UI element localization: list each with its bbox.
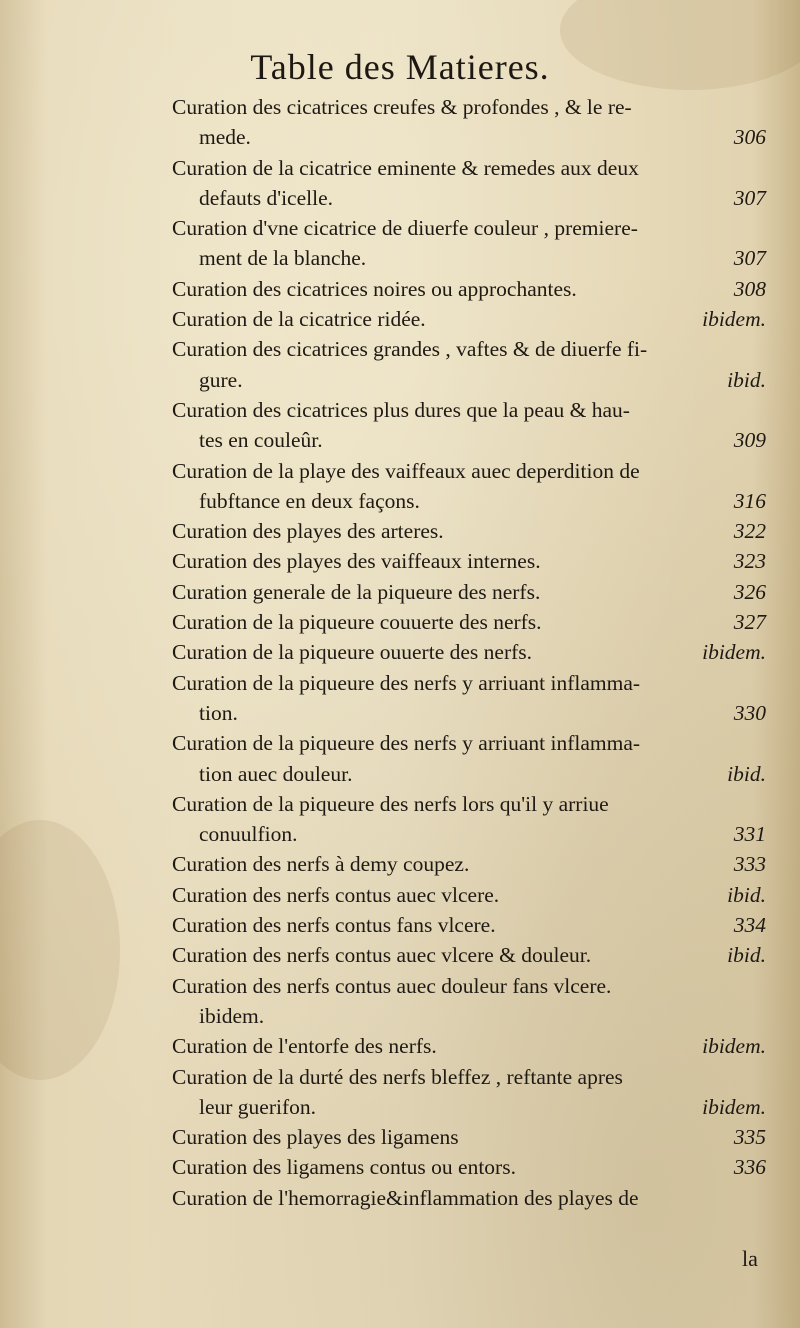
toc-entry-text: Curation de l'entorfe des nerfs.	[172, 1034, 437, 1059]
toc-entry-text: fubftance en deux façons.	[199, 488, 420, 513]
toc-entry-continuation	[172, 819, 766, 849]
toc-entry	[172, 274, 766, 304]
toc-entry-continuation	[172, 486, 766, 516]
toc-entry	[172, 334, 766, 364]
toc-entry-text: Curation de la piqueure des nerfs lors qu'il y arriue	[172, 791, 609, 816]
toc-entry-continuation	[172, 183, 766, 213]
toc-entry-text: Curation de la durté des nerfs bleffez , reftante apres	[172, 1064, 623, 1089]
toc-entry-continuation	[172, 698, 766, 728]
catchword: la	[742, 1246, 758, 1271]
toc-entry	[172, 456, 766, 486]
toc-entry	[172, 607, 766, 637]
toc-entry	[172, 637, 766, 667]
toc-entry-continuation	[172, 759, 766, 789]
toc-entry	[172, 1031, 766, 1061]
toc-entry-text: Curation de la piqueure des nerfs y arriuant inflamma-	[172, 731, 641, 756]
toc-page-ref: 335	[733, 1125, 766, 1150]
paper-stain	[0, 820, 120, 1080]
toc-entry-text: Curation des nerfs contus auec douleur fans vlcere.	[172, 973, 612, 998]
toc-page-ref: 327	[733, 610, 766, 635]
toc-page-ref: 323	[733, 549, 766, 574]
toc-page-ref: 336	[733, 1155, 766, 1180]
toc-entry-text: Curation des nerfs à demy coupez.	[172, 852, 470, 877]
toc-entry-text: gure.	[199, 367, 243, 392]
toc-entry-text: Curation generale de la piqueure des nerfs.	[172, 579, 541, 604]
toc-entry	[172, 1152, 766, 1182]
toc-page-ref: ibidem.	[702, 307, 766, 332]
toc-entry	[172, 92, 766, 122]
toc-entry-text: Curation des nerfs contus auec vlcere & douleur.	[172, 943, 592, 968]
toc-entry-continuation	[172, 1092, 766, 1122]
toc-page-ref: 309	[733, 428, 766, 453]
toc-page-ref: 333	[733, 852, 766, 877]
toc-entry	[172, 668, 766, 698]
toc-entry	[172, 880, 766, 910]
toc-entry	[172, 849, 766, 879]
toc-entry-text: Curation de la piqueure couuerte des nerfs.	[172, 610, 542, 635]
toc-entry-text: Curation de la piqueure ouuerte des nerfs.	[172, 640, 532, 665]
toc-entry-text: Curation d'vne cicatrice de diuerfe couleur , premiere-	[172, 216, 638, 241]
toc-entry-text: leur guerifon.	[199, 1094, 317, 1119]
toc-entry-text: Curation des playes des vaiffeaux internes.	[172, 549, 541, 574]
toc-entry	[172, 1062, 766, 1092]
toc-page-ref: ibid.	[727, 367, 766, 392]
toc-page-ref: ibidem.	[702, 1034, 766, 1059]
toc-entry	[172, 940, 766, 970]
toc-entry	[172, 546, 766, 576]
toc-page-ref: ibidem.	[702, 640, 766, 665]
toc-entry-text: Curation des ligamens contus ou entors.	[172, 1155, 516, 1180]
toc-page-ref: 330	[733, 700, 766, 725]
toc-entry-continuation	[172, 122, 766, 152]
toc-entry	[172, 213, 766, 243]
table-of-contents	[172, 92, 766, 1213]
toc-page-ref: 307	[733, 185, 766, 210]
toc-page-ref: ibid.	[727, 761, 766, 786]
page-title: Table des Matieres.	[250, 47, 550, 87]
toc-entry-text: Curation des cicatrices plus dures que la peau & hau-	[172, 397, 630, 422]
toc-entry-text: tion.	[199, 700, 238, 725]
toc-entry	[172, 516, 766, 546]
toc-page-ref: ibidem.	[702, 1094, 766, 1119]
toc-entry	[172, 910, 766, 940]
toc-entry-text: Curation de la cicatrice ridée.	[172, 307, 426, 332]
toc-entry-text: Curation des playes des arteres.	[172, 519, 444, 544]
toc-entry-text: ibidem.	[199, 1003, 265, 1028]
toc-entry	[172, 1122, 766, 1152]
toc-entry-text: tes en couleûr.	[199, 428, 323, 453]
toc-entry	[172, 395, 766, 425]
toc-entry-continuation	[172, 365, 766, 395]
toc-page-ref: 308	[733, 276, 766, 301]
toc-page-ref: ibid.	[727, 943, 766, 968]
toc-page-ref: 326	[733, 579, 766, 604]
toc-page-ref: 322	[733, 519, 766, 544]
toc-entry-text: Curation de la playe des vaiffeaux auec deperdition de	[172, 458, 640, 483]
toc-entry-continuation	[172, 243, 766, 273]
toc-entry	[172, 971, 766, 1001]
toc-entry-text: Curation des nerfs contus auec vlcere.	[172, 882, 500, 907]
toc-entry-text: Curation des nerfs contus fans vlcere.	[172, 913, 496, 938]
toc-entry-text: mede.	[199, 125, 251, 150]
toc-entry	[172, 728, 766, 758]
toc-entry-text: Curation des cicatrices grandes , vaftes & de diuerfe fi-	[172, 337, 648, 362]
toc-entry	[172, 153, 766, 183]
toc-entry-text: conuulfion.	[199, 822, 298, 847]
toc-page-ref: 331	[733, 822, 766, 847]
toc-entry-continuation	[172, 1001, 766, 1031]
toc-entry	[172, 1183, 766, 1213]
toc-entry-text: Curation des cicatrices creufes & profondes , & le re-	[172, 95, 632, 119]
toc-page-ref: 334	[733, 913, 766, 938]
toc-entry-text: Curation de la cicatrice eminente & remedes aux deux	[172, 155, 639, 180]
toc-page-ref: ibid.	[727, 882, 766, 907]
toc-entry-text: Curation de l'hemorragie&inflammation des playes de	[172, 1185, 639, 1210]
toc-entry-text: Curation des playes des ligamens	[172, 1125, 459, 1150]
toc-entry-continuation	[172, 425, 766, 455]
toc-entry-text: ment de la blanche.	[199, 246, 367, 271]
toc-entry-text: Curation de la piqueure des nerfs y arriuant inflamma-	[172, 670, 641, 695]
toc-page-ref: 316	[733, 488, 766, 513]
toc-entry-text: tion auec douleur.	[199, 761, 353, 786]
toc-entry-text: defauts d'icelle.	[199, 185, 334, 210]
toc-entry-text: Curation des cicatrices noires ou approchantes.	[172, 276, 577, 301]
toc-entry	[172, 577, 766, 607]
toc-page-ref: 307	[733, 246, 766, 271]
toc-entry	[172, 789, 766, 819]
toc-page-ref: 306	[733, 125, 766, 150]
toc-entry	[172, 304, 766, 334]
